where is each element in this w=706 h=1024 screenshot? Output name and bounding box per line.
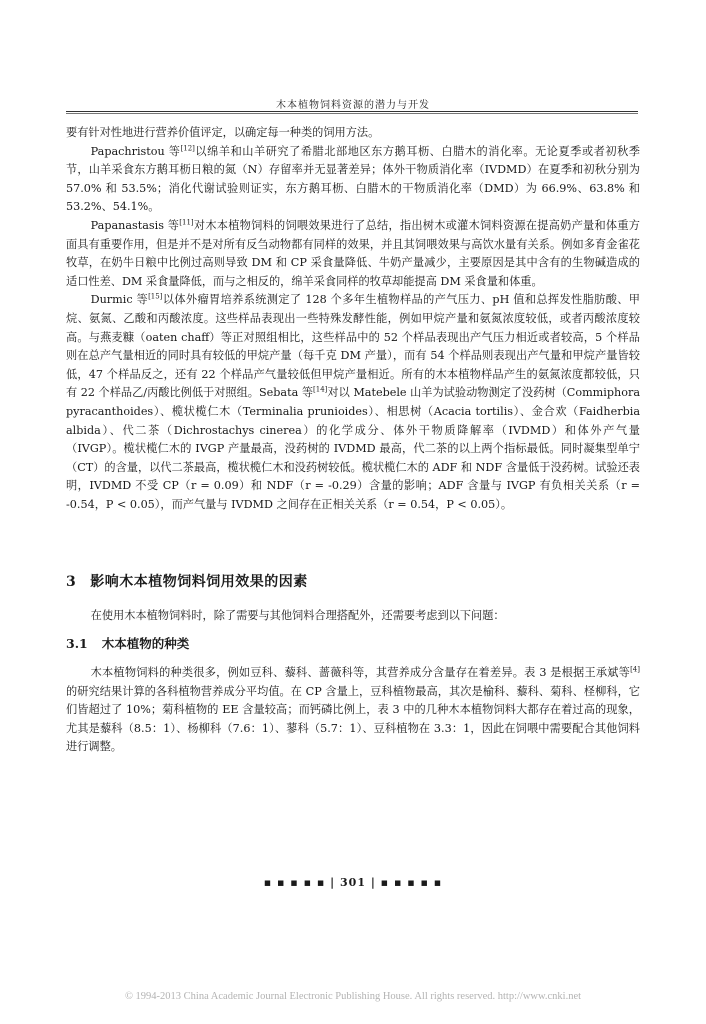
copyright-notice: © 1994-2013 China Academic Journal Electronic Publishing House. All rights reserved. http://www.cnki.net bbox=[124, 991, 582, 1002]
reference-marker: [11] bbox=[179, 218, 194, 227]
reference-marker: [4] bbox=[630, 665, 640, 674]
paragraph-6-text-cont: 的研究结果计算的各科植物营养成分平均值。在 CP 含量上，豆科植物最高，其次是榆科、藜科、菊科、柽柳科，它们皆超过了 10%；菊科植物的 EE 含量较高；而钙磷比例上，表 3 中的几种木本植物饲料大都存在着过高的现象，尤其是藜科（8.5：1）、杨柳科（7.6：1）、蓼科（5.7：1）、豆科植物在 3.3：1，因此在饲喂中需要配合其他饲料进行调整。 bbox=[66, 684, 640, 754]
page-number-ornament-right: | ▪ ▪ ▪ ▪ ▪ bbox=[370, 876, 443, 889]
paragraph-1: 要有针对性地进行营养价值评定，以确定每一种类的饲用方法。 bbox=[66, 126, 380, 139]
header-rule bbox=[66, 111, 638, 112]
running-head: 木本植物饲料资源的潜力与开发 bbox=[276, 100, 430, 111]
author-citation: Papanastasis 等 bbox=[90, 218, 180, 232]
paragraph-4 bbox=[66, 291, 640, 514]
subsection-number: 3.1 bbox=[66, 636, 88, 651]
section-title: 影响木本植物饲料饲用效果的因素 bbox=[90, 574, 308, 590]
reference-marker: [15] bbox=[148, 292, 163, 301]
page-number-row bbox=[0, 876, 706, 889]
paragraph-3 bbox=[66, 217, 640, 291]
section-number: 3 bbox=[66, 574, 77, 590]
header-rule-thin bbox=[66, 113, 638, 114]
author-citation: Durmic 等 bbox=[90, 293, 149, 307]
paragraph-6 bbox=[66, 664, 640, 757]
author-citation: Papachristou 等 bbox=[90, 144, 181, 158]
paragraph-4-text-cont: 对以 Matebele 山羊为试验动物测定了没药树（Commiphora pyracanthoides）、榄状榄仁木（Terminalia prunioides）、相思树（Acacia tortilis）、金合欢（Faidherbia albida）、代二茶（Dichrostachys cinerea）的化学成分、体外干物质降解率（IVDMD）和体外产气量（IVGP）。榄状榄仁木的 IVGP 产量最高，没药树的 IVDMD 最高，代二茶的以上两个指标最低。同时凝集型单宁（CT）的含量，以代二茶最高，榄状榄仁木和没药树较低。榄状榄仁木的 ADF 和 NDF 含量低于没药树。试验还表明，IVDMD 不受 CP（r = 0.09）和 NDF（r = -0.29）含量的影响；ADF 含量与 IVGP 有负相关关系（r = -0.54，P < 0.05），而产气量与 IVDMD 之间存在正相关关系（r = 0.54，P < 0.05）。 bbox=[66, 386, 640, 511]
reference-marker: [12] bbox=[180, 143, 195, 152]
page-number: 301 bbox=[340, 876, 366, 889]
body-text-top bbox=[66, 124, 640, 514]
reference-marker: [14] bbox=[313, 385, 328, 394]
section-heading-3 bbox=[66, 571, 308, 591]
paragraph-5: 在使用木本植物饲料时，除了需要与其他饲料合理搭配外，还需要考虑到以下问题： bbox=[90, 609, 505, 622]
paragraph-4-text: 以体外瘤胃培养系统测定了 128 个多年生植物样品的产气压力、pH 值和总挥发性脂肪酸、甲烷、氨氮、乙酸和丙酸浓度。这些样品表现出一些特殊发酵性能，例如甲烷产量和氨氮浓度较低，或者丙酸浓度较高。与燕麦糠（oaten chaff）等正对照组相比，这些样品中的 52 个样品表现出产气压力相近或者较高，5 个样品则在总产气量相近的同时具有较低的甲烷产量（每千克 DM 产量），而有 54 个样品则表现出产气量和甲烷产量皆较低，47 个样品反之，还有 22 个样品产气量较低但甲烷产量相近。所有的木本植物样品产生的氨氮浓度都较低，只有 22 个样品乙/丙酸比例低于对照组。Sebata 等 bbox=[66, 293, 640, 400]
paragraph-6-text: 木本植物饲料的种类很多，例如豆科、藜科、蔷薇科等，其营养成分含量存在着差异。表 3 是根据王承斌等 bbox=[90, 666, 631, 679]
subsection-title: 木本植物的种类 bbox=[101, 636, 190, 651]
body-text-section-3-1 bbox=[66, 664, 640, 757]
paragraph-3-text: 对木本植物饲料的饲喂效果进行了总结，指出树木或灌木饲料资源在提高奶产量和体重方面具有重要作用，但是并不是对所有反刍动物都有同样的效果，并且其饲喂效果与高饮水量有关系。例如多育金雀花牧草，在奶牛日粮中比例过高则导致 DM 和 CP 采食量降低、牛奶产量减少，主要原因是其中含有的生物碱造成的适口性差、DM 采食量降低，而与之相反的，绵羊采食同样的牧草却能提高 DM 采食量和体重。 bbox=[66, 218, 640, 288]
paragraph-2 bbox=[66, 143, 640, 217]
body-text-section-3 bbox=[66, 607, 640, 626]
paragraph-2-text: 以绵羊和山羊研究了希腊北部地区东方鹅耳枥、白腊木的消化率。无论夏季或者初秋季节，山羊采食东方鹅耳枥日粮的氮（N）存留率并无显著差异；体外干物质消化率（IVDMD）在夏季和初秋分别为 57.0% 和 53.5%；消化代谢试验则证实，东方鹅耳枥、白腊木的干物质消化率（DMD）为 66.9%、63.8% 和 53.2%、54.1%。 bbox=[66, 144, 640, 214]
page-number-ornament-left: ▪ ▪ ▪ ▪ ▪ | bbox=[263, 876, 336, 889]
subsection-heading-3-1 bbox=[66, 634, 189, 652]
